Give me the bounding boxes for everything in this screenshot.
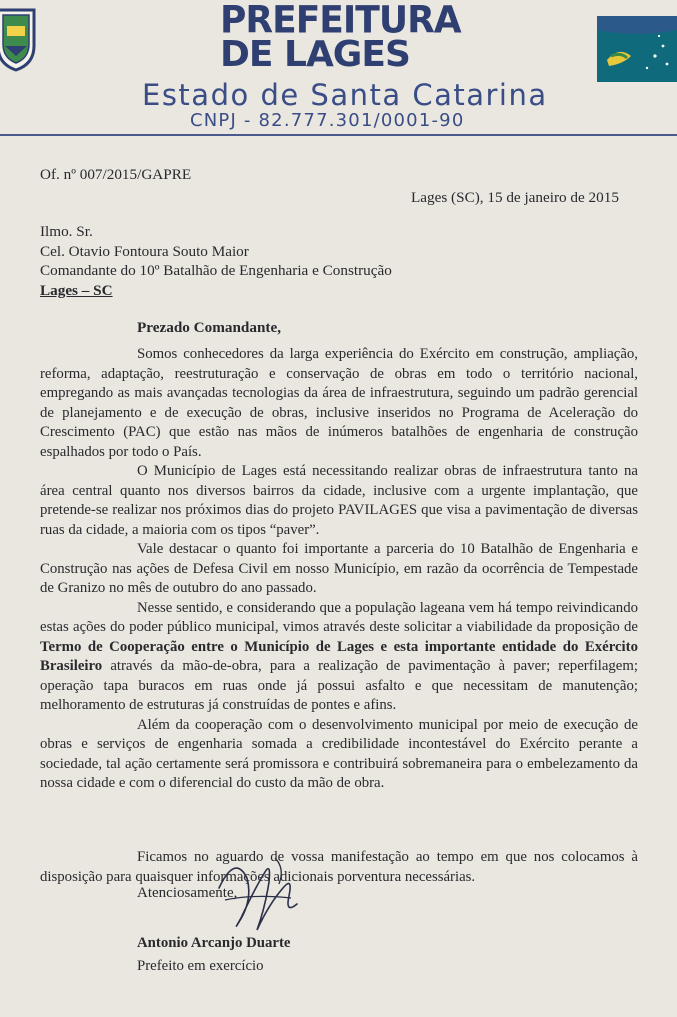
paragraph-4-start: Nesse sentido, e considerando que a população lageana vem há tempo reivindicando estas ações do poder público municipal, vimos através deste solicitar a viabilidade da proposição de (40, 599, 638, 635)
recipient-position: Comandante do 10º Batalhão de Engenharia e Construção (40, 262, 392, 279)
paragraph-4-end: através da mão-de-obra, para a realização de pavimentação à paver; reperfilagem; operação tapa buracos em ruas onde já possui asfalto e que necessitam de manutenção; melhoramento de estruturas já construídas de pontes e afins. (40, 658, 638, 713)
cnpj-number: CNPJ - 82.777.301/0001-90 (190, 110, 465, 131)
paragraph-1: Somos conhecedores da larga experiência do Exército em construção, ampliação, reforma, adaptação, reestruturação e conservação de obras em todo o território nacional, empregando as mais avançadas tecnologias da área de infraestrutura, seguindo um padrão gerencial de planejamento e de execução de obras, inclusive inseridos no Programa de Aceleração do Crescimento (PAC) que estão nas mãos de inúmeros batalhões de engenharia de construção espalhados por todo o País. (40, 346, 638, 460)
signer-title: Prefeito em exercício (137, 958, 264, 974)
dateline: Lages (SC), 15 de janeiro de 2015 (411, 189, 619, 206)
header-divider (0, 134, 677, 136)
signer-name: Antonio Arcanjo Duarte (137, 935, 291, 951)
municipal-crest-icon (0, 6, 38, 72)
brand-line-prefeitura: PREFEITURA (220, 0, 461, 43)
recipient-city: Lages – SC (40, 281, 113, 299)
paragraph-4 (40, 599, 638, 716)
paragraph-3: Vale destacar o quanto foi importante a parceria do 10 Batalhão de Engenharia e Construção nas ações de Defesa Civil em nosso Município, em razão da ocorrência de Tempestade de Granizo no mês de outubro do ano passado. (40, 541, 638, 596)
closing-paragraph (40, 848, 638, 887)
greeting: Prezado Comandante, (137, 319, 281, 336)
letter-body (40, 345, 638, 794)
brand-line-de-lages: DE LAGES (220, 34, 410, 75)
regards: Atenciosamente, (137, 885, 238, 901)
handwritten-signature (205, 848, 315, 940)
recipient-title: Ilmo. Sr. (40, 223, 93, 240)
paragraph-4-emphasis: Termo de Cooperação entre o Município de Lages e esta importante entidade do Exército Brasileiro (40, 638, 638, 674)
paragraph-6: Ficamos no aguardo de vossa manifestação ao tempo em que nos colocamos à disposição para quaisquer informações adicionais porventura necessárias. (40, 849, 638, 885)
state-name: Estado de Santa Catarina (142, 78, 548, 112)
paragraph-2: O Município de Lages está necessitando realizar obras de infraestrutura tanto na área central quanto nos diversos bairros da cidade, inclusive com a urgente implantação, que pretende-se realizar nos próximos dias do projeto PAVILAGES que visa a pavimentação de diversas ruas da cidade, a maioria com os tipos “paver”. (40, 463, 638, 538)
office-reference: Of. nº 007/2015/GAPRE (40, 166, 192, 183)
recipient-address (40, 222, 392, 300)
state-flag-icon (597, 16, 677, 82)
brand-logo (220, 0, 461, 75)
paragraph-5: Além da cooperação com o desenvolvimento municipal por meio de execução de obras e serviços de engenharia somada a credibilidade incontestável do Exército perante a sociedade, tal ação certamente será promissora e contribuirá sobremaneira para o embelezamento da nossa cidade e com o diferencial do custo da mão de obra. (40, 716, 638, 791)
recipient-name: Cel. Otavio Fontoura Souto Maior (40, 242, 249, 260)
